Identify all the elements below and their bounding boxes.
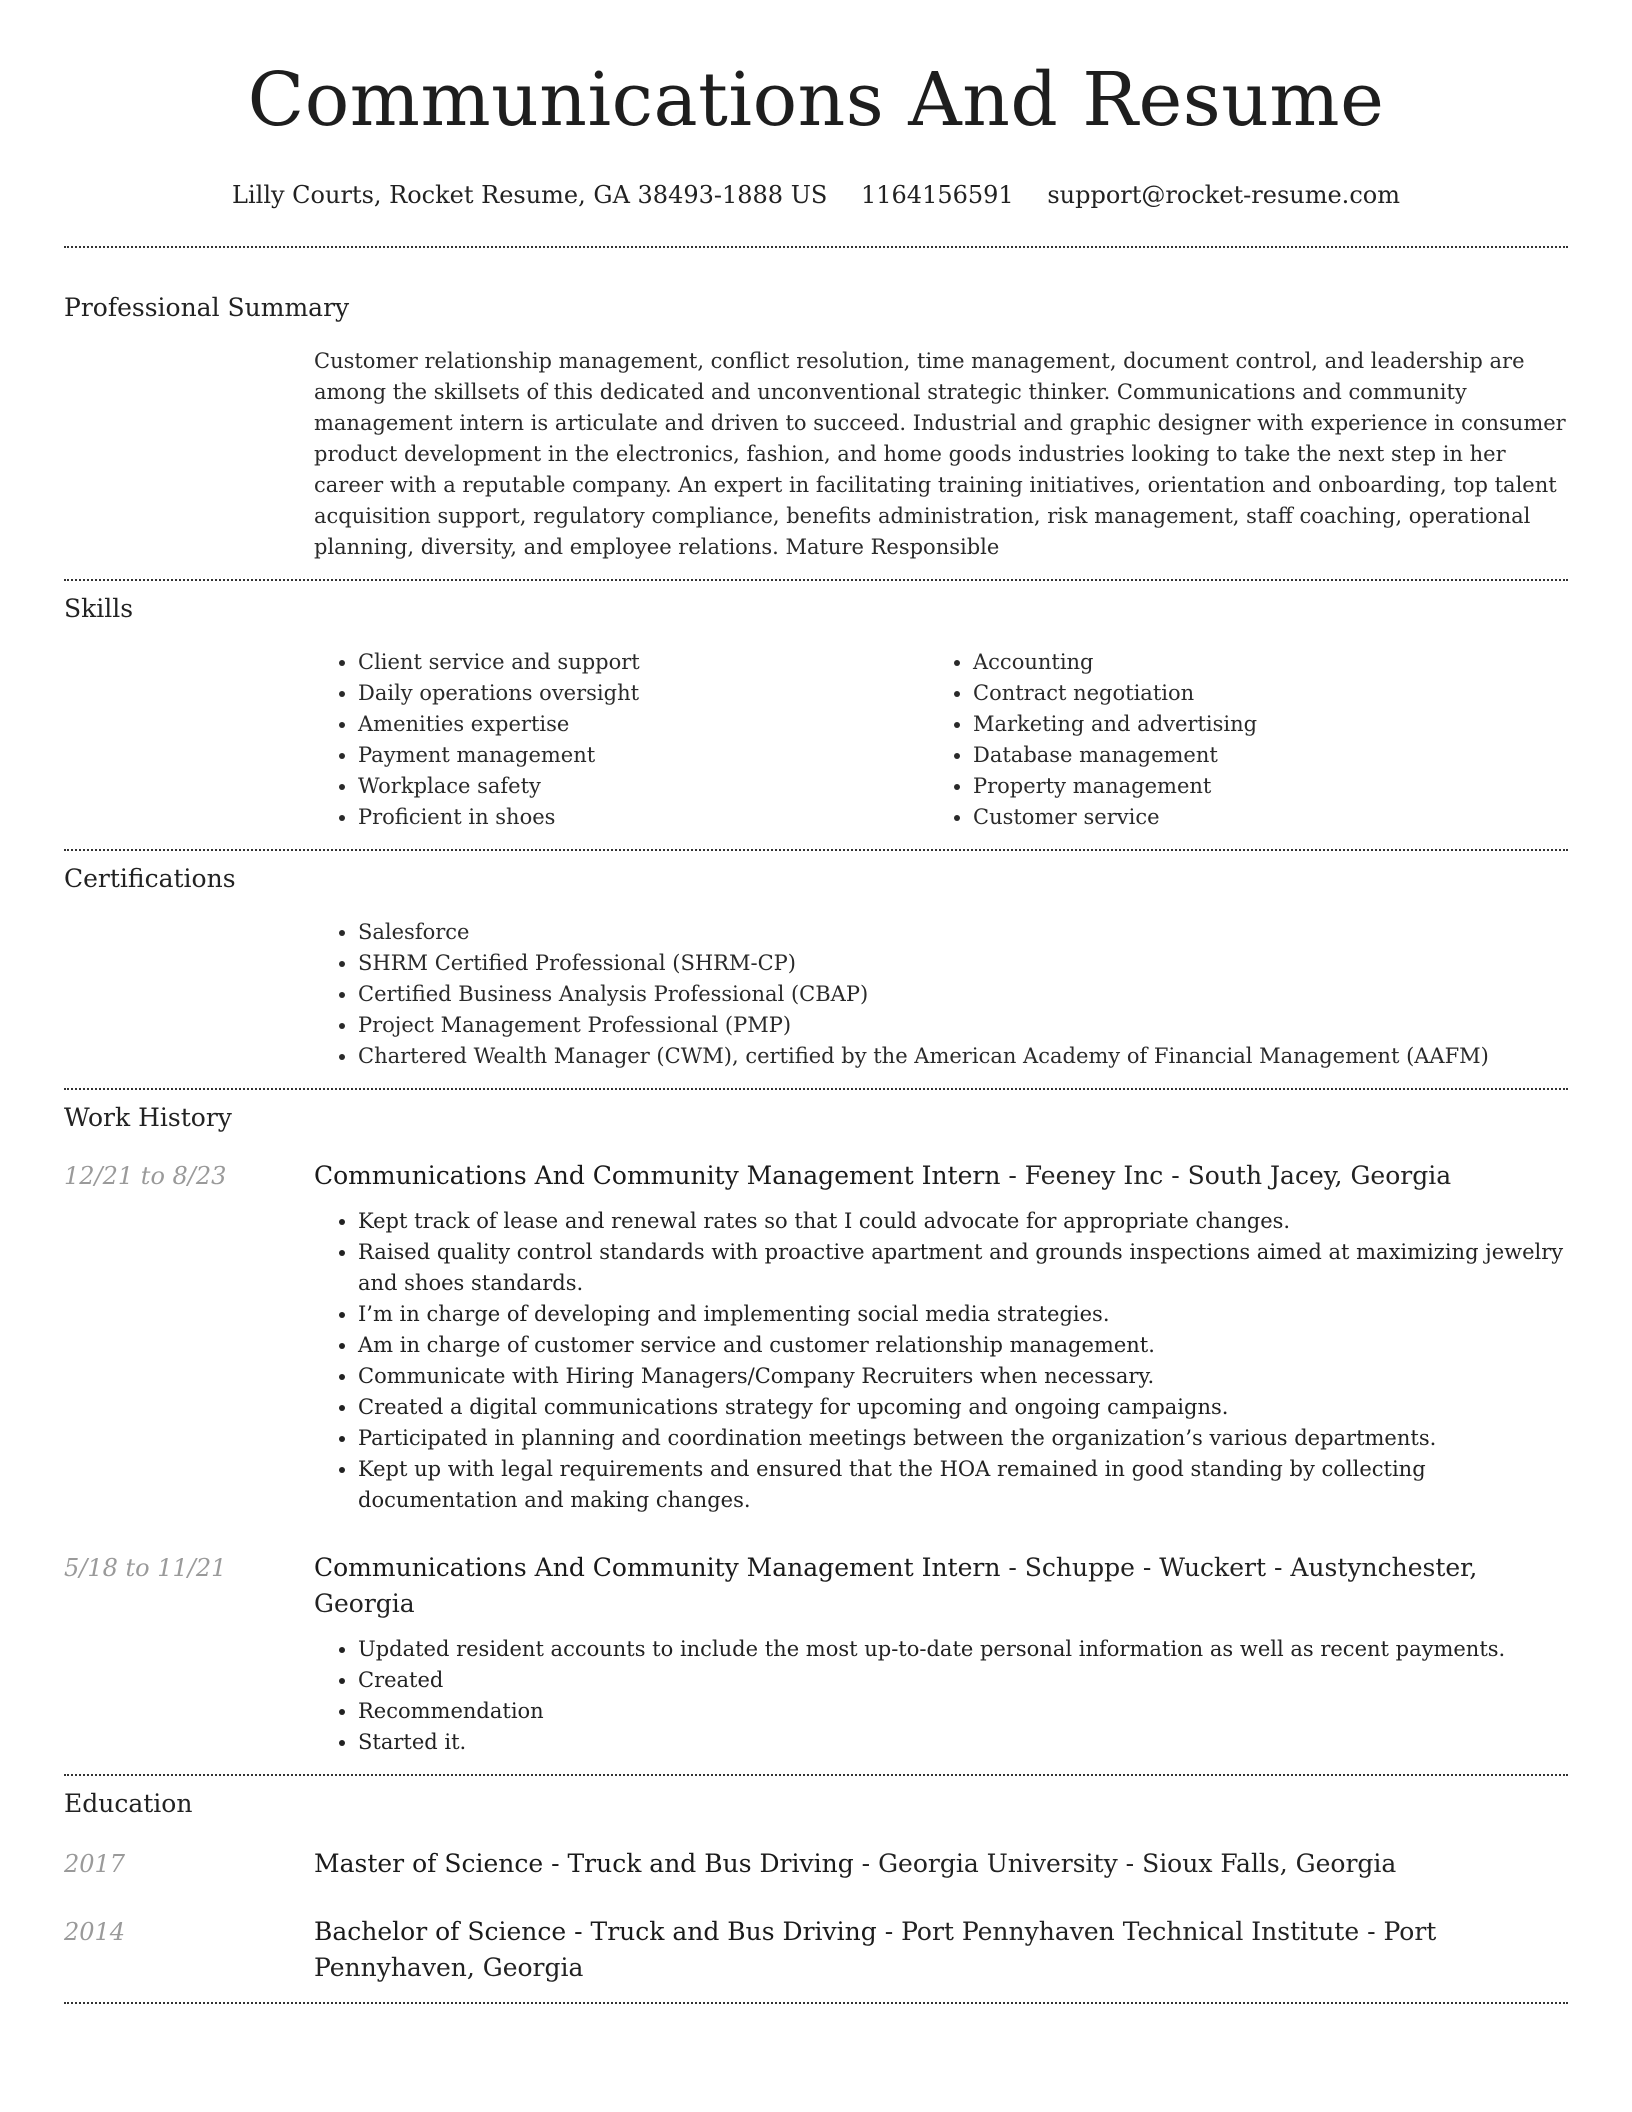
job-employer: - Schuppe - Wuckert - Austynchester, Georgia	[314, 1553, 1478, 1618]
contact-line	[64, 180, 1568, 210]
skill-item: • Database management	[973, 740, 1544, 771]
skills-columns	[314, 647, 1568, 849]
skill-item: • Workplace safety	[358, 771, 929, 802]
certification-item: • Chartered Wealth Manager (CWM), certified by the American Academy of Financial Management (AAFM)	[358, 1041, 1568, 1072]
certification-item: • Project Management Professional (PMP)	[358, 1010, 1568, 1041]
education-title	[314, 1846, 1568, 1882]
job-bullets	[314, 1206, 1568, 1516]
job-role: Communications And Community Management Intern	[314, 1161, 1001, 1190]
section-heading: Certifications	[64, 864, 236, 893]
job-role: Communications And Community Management Intern	[314, 1553, 1001, 1582]
skill-item: • Client service and support	[358, 647, 929, 678]
job-bullet: • I’m in charge of developing and implementing social media strategies.	[358, 1299, 1568, 1330]
job-employer: - Feeney Inc - South Jacey, Georgia	[1000, 1161, 1452, 1190]
job-bullet: • Created	[358, 1665, 1568, 1696]
skill-item: • Marketing and advertising	[973, 709, 1544, 740]
skill-item: • Property management	[973, 771, 1544, 802]
certifications-list	[314, 917, 1568, 1088]
contact-email[interactable]: support@rocket-resume.com	[1047, 181, 1400, 209]
job-bullet: • Kept up with legal requirements and ensured that the HOA remained in good standing by collecting documentation and making changes.	[358, 1454, 1568, 1516]
education-section	[64, 1776, 1568, 2002]
skills-column-right	[929, 647, 1544, 833]
education-degree: Bachelor of Science - Truck and Bus Driving	[314, 1917, 877, 1946]
section-heading: Skills	[64, 594, 134, 623]
skill-item: • Payment management	[358, 740, 929, 771]
skill-item: • Contract negotiation	[973, 678, 1544, 709]
job-body	[314, 1550, 1568, 1758]
work-history-section	[64, 1090, 1568, 1774]
job-entry	[64, 1158, 1568, 1516]
education-degree: Master of Science - Truck and Bus Driving	[314, 1849, 854, 1878]
certification-item: • SHRM Certified Professional (SHRM-CP)	[358, 948, 1568, 979]
skill-item: • Customer service	[973, 802, 1544, 833]
education-year: 2017	[64, 1850, 126, 1878]
job-bullet: • Raised quality control standards with proactive apartment and grounds inspections aimed at maximizing jewelry and shoes standards.	[358, 1237, 1568, 1299]
education-school: - Georgia University - Sioux Falls, Georgia	[853, 1849, 1397, 1878]
education-year: 2014	[64, 1918, 126, 1946]
education-entry	[64, 1846, 1568, 1882]
job-bullet: • Updated resident accounts to include the most up-to-date personal information as well as recent payments.	[358, 1634, 1568, 1665]
contact-phone: 1164156591	[861, 181, 1014, 209]
job-bullet: • Participated in planning and coordination meetings between the organization’s various departments.	[358, 1423, 1568, 1454]
job-body	[314, 1158, 1568, 1516]
job-title	[314, 1550, 1568, 1622]
skill-item: • Amenities expertise	[358, 709, 929, 740]
education-entry	[64, 1914, 1568, 2002]
skills-column-left	[314, 647, 929, 833]
section-heading: Work History	[64, 1103, 232, 1132]
section-heading: Professional Summary	[64, 293, 350, 322]
job-title	[314, 1158, 1568, 1194]
job-entry	[64, 1550, 1568, 1774]
education-title	[314, 1914, 1568, 1986]
section-heading: Education	[64, 1789, 193, 1818]
job-dates: 12/21 to 8/23	[64, 1162, 227, 1190]
skill-item: • Proficient in shoes	[358, 802, 929, 833]
summary-text: Customer relationship management, conflict resolution, time management, document control, and leadership are among the skillsets of this dedicated and unconventional strategic thinker. Communications and community management intern is articulate and driven to succeed. Industrial and graphic designer with experience in consumer product development in the electronics, fashion, and home goods industries looking to take the next step in her career with a reputable company. An expert in facilitating training initiatives, orientation and onboarding, top talent acquisition support, regulatory compliance, benefits administration, risk management, staff coaching, operational planning, diversity, and employee relations. Mature Responsible	[314, 349, 1566, 559]
job-bullet: • Kept track of lease and renewal rates so that I could advocate for appropriate changes.	[358, 1206, 1568, 1237]
certifications-section	[64, 851, 1568, 1088]
job-dates: 5/18 to 11/21	[64, 1554, 227, 1582]
skills-section	[64, 581, 1568, 849]
job-bullets	[314, 1634, 1568, 1758]
job-bullet: • Am in charge of customer service and customer relationship management.	[358, 1330, 1568, 1361]
skill-item: • Daily operations oversight	[358, 678, 929, 709]
education-school: - Port Pennyhaven Technical Institute - Port Pennyhaven, Georgia	[314, 1917, 1437, 1982]
section-divider	[64, 2002, 1568, 2004]
contact-address: Lilly Courts, Rocket Resume, GA 38493-1888 US	[232, 181, 828, 209]
job-bullet: • Created a digital communications strategy for upcoming and ongoing campaigns.	[358, 1392, 1568, 1423]
job-bullet: • Recommendation	[358, 1696, 1568, 1727]
job-bullet: • Communicate with Hiring Managers/Company Recruiters when necessary.	[358, 1361, 1568, 1392]
resume-name: Communications And Resume	[247, 57, 1385, 143]
job-bullet: • Started it.	[358, 1727, 1568, 1758]
certification-item: • Salesforce	[358, 917, 1568, 948]
skill-item: • Accounting	[973, 647, 1544, 678]
certification-item: • Certified Business Analysis Professional (CBAP)	[358, 979, 1568, 1010]
professional-summary-section	[64, 248, 1568, 579]
